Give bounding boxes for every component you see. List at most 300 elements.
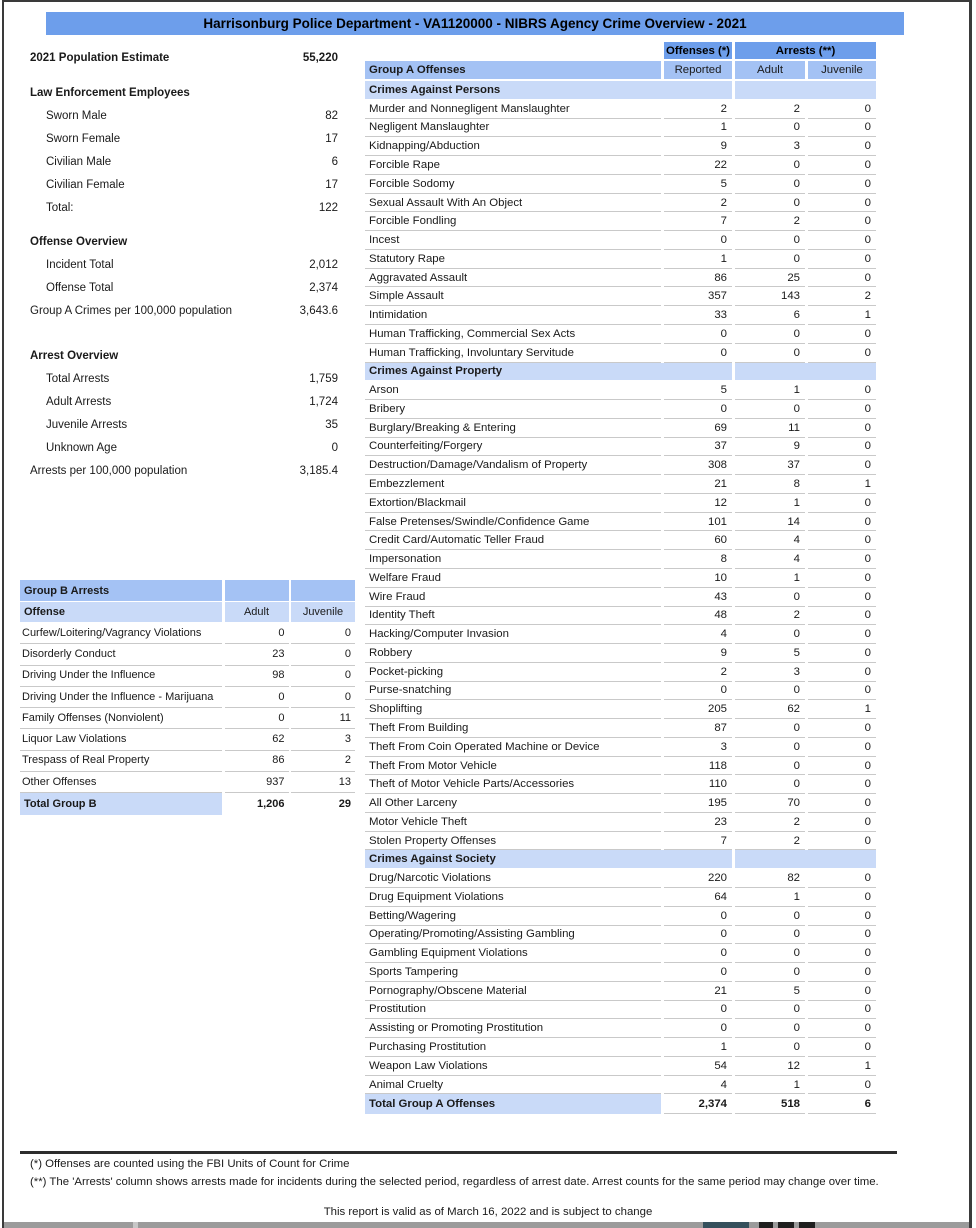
- next-page-sliver: [4, 1222, 969, 1228]
- group-a-row: [365, 269, 876, 288]
- reported-value: 37: [664, 438, 732, 457]
- juvenile-value: 0: [808, 1076, 876, 1095]
- juvenile-value: 0: [808, 531, 876, 550]
- population-label: 2021 Population Estimate: [30, 52, 170, 64]
- adult-value: 0: [225, 708, 289, 729]
- group-a-row: [365, 963, 876, 982]
- juvenile-value: 0: [291, 666, 355, 687]
- offense-label: Sexual Assault With An Object: [365, 194, 661, 213]
- adult-value: 4: [735, 550, 805, 569]
- stat-label: Total Arrests: [46, 373, 110, 385]
- stat-value: 3,643.6: [299, 305, 338, 317]
- group-a-row: [365, 869, 876, 888]
- group-a-row: [365, 456, 876, 475]
- group-a-row: [365, 100, 876, 119]
- reported-value: 12: [664, 494, 732, 513]
- offense-label: Welfare Fraud: [365, 569, 661, 588]
- group-a-row: [365, 438, 876, 457]
- group-a-row: [365, 832, 876, 851]
- offense-label: Theft of Motor Vehicle Parts/Accessories: [365, 775, 661, 794]
- section-title: Offense Overview: [30, 236, 128, 248]
- offense-label: Arson: [365, 381, 661, 400]
- stat-row: [30, 368, 338, 391]
- juvenile-value: 0: [808, 212, 876, 231]
- juvenile-value: 0: [808, 588, 876, 607]
- reported-value: 22: [664, 156, 732, 175]
- report-validity-note: This report is valid as of March 16, 2022 and is subject to change: [323, 1206, 653, 1218]
- reported-value: 8: [664, 550, 732, 569]
- reported-value: 87: [664, 719, 732, 738]
- group-a-row: [365, 1019, 876, 1038]
- offense-label: Motor Vehicle Theft: [365, 813, 661, 832]
- offense-label: Assisting or Promoting Prostitution: [365, 1019, 661, 1038]
- reported-value: 4: [664, 625, 732, 644]
- adult-value: 12: [735, 1057, 805, 1076]
- group-a-row: [365, 325, 876, 344]
- offense-label: Forcible Sodomy: [365, 175, 661, 194]
- juvenile-value: 0: [808, 888, 876, 907]
- reported-value: 0: [664, 907, 732, 926]
- adult-value: 2: [735, 832, 805, 851]
- offense-label: Forcible Fondling: [365, 212, 661, 231]
- stat-row: [30, 174, 338, 197]
- group-a-section-row: [365, 850, 876, 869]
- group-b-header-spacer-adult: [225, 580, 289, 602]
- group-a-total-reported: 2,374: [664, 1094, 732, 1114]
- group-a-row: [365, 119, 876, 138]
- juvenile-value: 1: [808, 475, 876, 494]
- group-a-row: [365, 663, 876, 682]
- adult-value: 1: [735, 888, 805, 907]
- reported-value: 1: [664, 119, 732, 138]
- juvenile-value: 0: [808, 682, 876, 701]
- group-a-row: [365, 306, 876, 325]
- reported-value: 0: [664, 1001, 732, 1020]
- offense-label: Incest: [365, 231, 661, 250]
- adult-value: 2: [735, 813, 805, 832]
- group-b-row: [20, 623, 355, 644]
- reported-value: 7: [664, 832, 732, 851]
- offense-label: Driving Under the Influence - Marijuana: [20, 687, 222, 708]
- group-a-row: [365, 156, 876, 175]
- juvenile-value: 0: [808, 231, 876, 250]
- group-a-col-juvenile: Juvenile: [808, 61, 876, 80]
- group-a-row: [365, 700, 876, 719]
- adult-value: 2: [735, 100, 805, 119]
- group-a-total-adult: 518: [735, 1094, 805, 1114]
- group-b-col-adult: Adult: [225, 602, 289, 623]
- offense-label: Burglary/Breaking & Entering: [365, 419, 661, 438]
- group-b-header-spacer-juvenile: [291, 580, 355, 602]
- offense-label: Weapon Law Violations: [365, 1057, 661, 1076]
- juvenile-value: 0: [808, 963, 876, 982]
- group-a-row: [365, 513, 876, 532]
- next-page-text-sliver: [759, 1222, 773, 1228]
- offense-label: Drug/Narcotic Violations: [365, 869, 661, 888]
- juvenile-value: 0: [808, 1001, 876, 1020]
- group-a-row: [365, 907, 876, 926]
- stat-value: 35: [325, 419, 338, 431]
- juvenile-value: 0: [808, 269, 876, 288]
- next-page-text-sliver: [799, 1222, 815, 1228]
- reported-value: 64: [664, 888, 732, 907]
- group-a-col-adult: Adult: [735, 61, 805, 80]
- adult-value: 937: [225, 772, 289, 793]
- stat-label: Arrests per 100,000 population: [30, 465, 188, 477]
- juvenile-value: 1: [808, 1057, 876, 1076]
- adult-value: 0: [735, 156, 805, 175]
- adult-value: 0: [735, 231, 805, 250]
- offense-label: Impersonation: [365, 550, 661, 569]
- reported-value: 2: [664, 663, 732, 682]
- stat-row: [30, 277, 338, 300]
- summary-section: [30, 82, 338, 220]
- offense-label: Prostitution: [365, 1001, 661, 1020]
- stat-row: [30, 151, 338, 174]
- adult-value: 0: [735, 926, 805, 945]
- adult-value: 3: [735, 137, 805, 156]
- page-border-left: [2, 0, 4, 1228]
- adult-value: 0: [735, 625, 805, 644]
- adult-value: 0: [735, 250, 805, 269]
- juvenile-value: 0: [808, 644, 876, 663]
- offense-label: Operating/Promoting/Assisting Gambling: [365, 926, 661, 945]
- adult-value: 0: [735, 588, 805, 607]
- offense-label: Shoplifting: [365, 700, 661, 719]
- stat-label: Group A Crimes per 100,000 population: [30, 305, 233, 317]
- group-a-row: [365, 1001, 876, 1020]
- page-border-right: [969, 0, 972, 1228]
- offense-label: Human Trafficking, Commercial Sex Acts: [365, 325, 661, 344]
- group-a-row: [365, 1076, 876, 1095]
- stat-label: Sworn Male: [46, 110, 107, 122]
- juvenile-value: 0: [808, 794, 876, 813]
- section-header-label: Crimes Against Society: [365, 850, 732, 869]
- adult-value: 0: [225, 687, 289, 708]
- reported-value: 1: [664, 250, 732, 269]
- group-a-row: [365, 719, 876, 738]
- adult-value: 1: [735, 494, 805, 513]
- offense-label: Liquor Law Violations: [20, 729, 222, 750]
- section-header-arrests-cell: [735, 363, 876, 382]
- stat-value: 1,759: [309, 373, 338, 385]
- adult-value: 23: [225, 644, 289, 665]
- juvenile-value: 0: [808, 719, 876, 738]
- group-a-row: [365, 888, 876, 907]
- reported-value: 23: [664, 813, 732, 832]
- offense-label: Wire Fraud: [365, 588, 661, 607]
- group-b-table-body: [20, 623, 355, 815]
- juvenile-value: 0: [808, 175, 876, 194]
- stat-row: [30, 460, 338, 483]
- offense-label: Statutory Rape: [365, 250, 661, 269]
- offense-label: Destruction/Damage/Vandalism of Property: [365, 456, 661, 475]
- group-a-row: [365, 926, 876, 945]
- reported-value: 9: [664, 137, 732, 156]
- stat-value: 0: [331, 442, 338, 454]
- reported-value: 1: [664, 1038, 732, 1057]
- group-b-columns-row: [20, 602, 355, 623]
- juvenile-value: 0: [808, 738, 876, 757]
- reported-value: 2: [664, 100, 732, 119]
- group-a-row: [365, 944, 876, 963]
- offenses-header: Offenses (*): [664, 42, 732, 59]
- offense-label: Stolen Property Offenses: [365, 832, 661, 851]
- offense-label: Sports Tampering: [365, 963, 661, 982]
- group-a-total-row: [365, 1094, 876, 1114]
- juvenile-value: 13: [291, 772, 355, 793]
- reported-value: 0: [664, 682, 732, 701]
- adult-value: 0: [735, 325, 805, 344]
- group-a-row: [365, 194, 876, 213]
- group-b-row: [20, 772, 355, 793]
- offense-label: Forcible Rape: [365, 156, 661, 175]
- group-a-table-body: [365, 81, 876, 1114]
- reported-value: 357: [664, 287, 732, 306]
- offense-label: Disorderly Conduct: [20, 644, 222, 665]
- offense-label: Driving Under the Influence: [20, 666, 222, 687]
- juvenile-value: 0: [808, 381, 876, 400]
- group-a-row: [365, 1057, 876, 1076]
- group-a-row: [365, 569, 876, 588]
- juvenile-value: 0: [808, 325, 876, 344]
- adult-value: 0: [735, 119, 805, 138]
- stat-value: 122: [318, 202, 338, 214]
- offense-label: False Pretenses/Swindle/Confidence Game: [365, 513, 661, 532]
- adult-value: 3: [735, 663, 805, 682]
- juvenile-value: 0: [808, 100, 876, 119]
- offense-label: Extortion/Blackmail: [365, 494, 661, 513]
- group-a-row: [365, 813, 876, 832]
- group-a-row: [365, 682, 876, 701]
- adult-value: 1: [735, 569, 805, 588]
- reported-value: 195: [664, 794, 732, 813]
- group-a-row: [365, 419, 876, 438]
- group-a-row: [365, 494, 876, 513]
- group-a-row: [365, 212, 876, 231]
- juvenile-value: 3: [291, 729, 355, 750]
- adult-value: 2: [735, 607, 805, 626]
- offense-label: Hacking/Computer Invasion: [365, 625, 661, 644]
- group-b-row: [20, 644, 355, 665]
- stat-row: [30, 300, 338, 323]
- group-b-title: Group B Arrests: [20, 580, 222, 602]
- group-a-row: [365, 287, 876, 306]
- group-a-row: [365, 1038, 876, 1057]
- offense-label: Robbery: [365, 644, 661, 663]
- group-a-col-reported: Reported: [664, 61, 732, 80]
- stat-value: 82: [325, 110, 338, 122]
- adult-value: 1: [735, 381, 805, 400]
- summary-panel: [30, 47, 338, 483]
- offense-label: Kidnapping/Abduction: [365, 137, 661, 156]
- offense-label: Other Offenses: [20, 772, 222, 793]
- reported-value: 48: [664, 607, 732, 626]
- adult-value: 0: [735, 757, 805, 776]
- group-a-section-row: [365, 81, 876, 100]
- adult-value: 0: [735, 1019, 805, 1038]
- group-a-row: [365, 794, 876, 813]
- juvenile-value: 11: [291, 708, 355, 729]
- group-a-columns-row: [365, 61, 876, 80]
- adult-value: 0: [735, 944, 805, 963]
- group-a-row: [365, 550, 876, 569]
- juvenile-value: 0: [808, 1038, 876, 1057]
- offense-label: All Other Larceny: [365, 794, 661, 813]
- adult-value: 0: [735, 344, 805, 363]
- reported-value: 21: [664, 475, 732, 494]
- reported-value: 5: [664, 381, 732, 400]
- group-a-row: [365, 588, 876, 607]
- stat-label: Civilian Female: [46, 179, 125, 191]
- offense-label: Theft From Motor Vehicle: [365, 757, 661, 776]
- adult-value: 70: [735, 794, 805, 813]
- group-a-row: [365, 625, 876, 644]
- adult-value: 6: [735, 306, 805, 325]
- reported-value: 308: [664, 456, 732, 475]
- offense-label: Human Trafficking, Involuntary Servitude: [365, 344, 661, 363]
- group-a-row: [365, 344, 876, 363]
- group-a-row: [365, 738, 876, 757]
- footnote-separator: [20, 1151, 897, 1154]
- stat-row: [30, 197, 338, 220]
- group-b-total-row: [20, 793, 355, 815]
- stat-value: 2,374: [309, 282, 338, 294]
- reported-value: 0: [664, 963, 732, 982]
- reported-value: 0: [664, 926, 732, 945]
- juvenile-value: 0: [808, 494, 876, 513]
- report-title-bar: [46, 12, 904, 35]
- offense-label: Gambling Equipment Violations: [365, 944, 661, 963]
- adult-value: 5: [735, 644, 805, 663]
- reported-value: 101: [664, 513, 732, 532]
- juvenile-value: 0: [808, 944, 876, 963]
- group-a-row: [365, 250, 876, 269]
- adult-value: 5: [735, 982, 805, 1001]
- juvenile-value: 0: [808, 513, 876, 532]
- summary-section: [30, 231, 338, 323]
- adult-value: 11: [735, 419, 805, 438]
- group-b-col-offense: Offense: [20, 602, 222, 623]
- reported-value: 0: [664, 344, 732, 363]
- juvenile-value: 1: [808, 306, 876, 325]
- juvenile-value: 0: [808, 119, 876, 138]
- adult-value: 0: [735, 907, 805, 926]
- offense-label: Counterfeiting/Forgery: [365, 438, 661, 457]
- section-header-label: Crimes Against Persons: [365, 81, 732, 100]
- reported-value: 2: [664, 194, 732, 213]
- next-page-logo-sliver: [703, 1222, 749, 1228]
- stat-row: [30, 128, 338, 151]
- adult-value: 0: [735, 400, 805, 419]
- juvenile-value: 0: [808, 156, 876, 175]
- offense-label: Theft From Building: [365, 719, 661, 738]
- adult-value: 1: [735, 1076, 805, 1095]
- reported-value: 0: [664, 325, 732, 344]
- offense-label: Theft From Coin Operated Machine or Device: [365, 738, 661, 757]
- group-b-row: [20, 751, 355, 772]
- group-a-row: [365, 175, 876, 194]
- adult-value: 62: [225, 729, 289, 750]
- group-a-row: [365, 982, 876, 1001]
- group-b-total-label: Total Group B: [20, 793, 222, 815]
- juvenile-value: 0: [808, 137, 876, 156]
- group-a-row: [365, 231, 876, 250]
- reported-value: 21: [664, 982, 732, 1001]
- group-a-row: [365, 400, 876, 419]
- group-b-arrests-table: [20, 580, 355, 815]
- juvenile-value: 0: [808, 869, 876, 888]
- adult-value: 0: [735, 194, 805, 213]
- juvenile-value: 0: [808, 438, 876, 457]
- group-a-col-label: Group A Offenses: [365, 61, 661, 80]
- adult-value: 0: [735, 1001, 805, 1020]
- juvenile-value: 0: [808, 926, 876, 945]
- stat-label: Offense Total: [46, 282, 114, 294]
- juvenile-value: 1: [808, 700, 876, 719]
- adult-value: 82: [735, 869, 805, 888]
- offense-label: Drug Equipment Violations: [365, 888, 661, 907]
- juvenile-value: 0: [808, 813, 876, 832]
- reported-value: 86: [664, 269, 732, 288]
- offense-label: Negligent Manslaughter: [365, 119, 661, 138]
- adult-value: 4: [735, 531, 805, 550]
- group-b-total-juvenile: 29: [338, 798, 351, 811]
- juvenile-value: 0: [808, 400, 876, 419]
- adult-value: 0: [225, 623, 289, 644]
- stat-label: Total:: [46, 202, 74, 214]
- group-a-total-juvenile: 6: [808, 1094, 876, 1114]
- adult-value: 0: [735, 719, 805, 738]
- reported-value: 43: [664, 588, 732, 607]
- stat-row: [30, 391, 338, 414]
- stat-label: Civilian Male: [46, 156, 112, 168]
- juvenile-value: 0: [808, 832, 876, 851]
- group-a-row: [365, 531, 876, 550]
- juvenile-value: 0: [808, 775, 876, 794]
- offense-label: Animal Cruelty: [365, 1076, 661, 1095]
- footnotes: [30, 1156, 930, 1191]
- juvenile-value: 0: [808, 1019, 876, 1038]
- reported-value: 5: [664, 175, 732, 194]
- group-a-row: [365, 775, 876, 794]
- group-a-row: [365, 644, 876, 663]
- juvenile-value: 0: [808, 757, 876, 776]
- juvenile-value: 0: [808, 419, 876, 438]
- juvenile-value: 0: [291, 623, 355, 644]
- adult-value: 0: [735, 682, 805, 701]
- reported-value: 110: [664, 775, 732, 794]
- stat-row: [30, 437, 338, 460]
- adult-value: 9: [735, 438, 805, 457]
- reported-value: 205: [664, 700, 732, 719]
- juvenile-value: 0: [808, 194, 876, 213]
- section-header-arrests-cell: [735, 81, 876, 100]
- group-a-row: [365, 381, 876, 400]
- stat-label: Incident Total: [46, 259, 114, 271]
- footnote-offenses: (*) Offenses are counted using the FBI Units of Count for Crime: [30, 1158, 350, 1170]
- offense-label: Credit Card/Automatic Teller Fraud: [365, 531, 661, 550]
- juvenile-value: 0: [808, 456, 876, 475]
- offense-label: Pocket-picking: [365, 663, 661, 682]
- group-b-row: [20, 708, 355, 729]
- stat-value: 17: [325, 179, 338, 191]
- reported-value: 54: [664, 1057, 732, 1076]
- adult-value: 8: [735, 475, 805, 494]
- summary-section: [30, 345, 338, 483]
- juvenile-value: 0: [808, 550, 876, 569]
- footnote-arrests: (**) The 'Arrests' column shows arrests made for incidents during the selected period, regardless of arrest date. Arrest counts for the same period may change over time.: [30, 1175, 879, 1188]
